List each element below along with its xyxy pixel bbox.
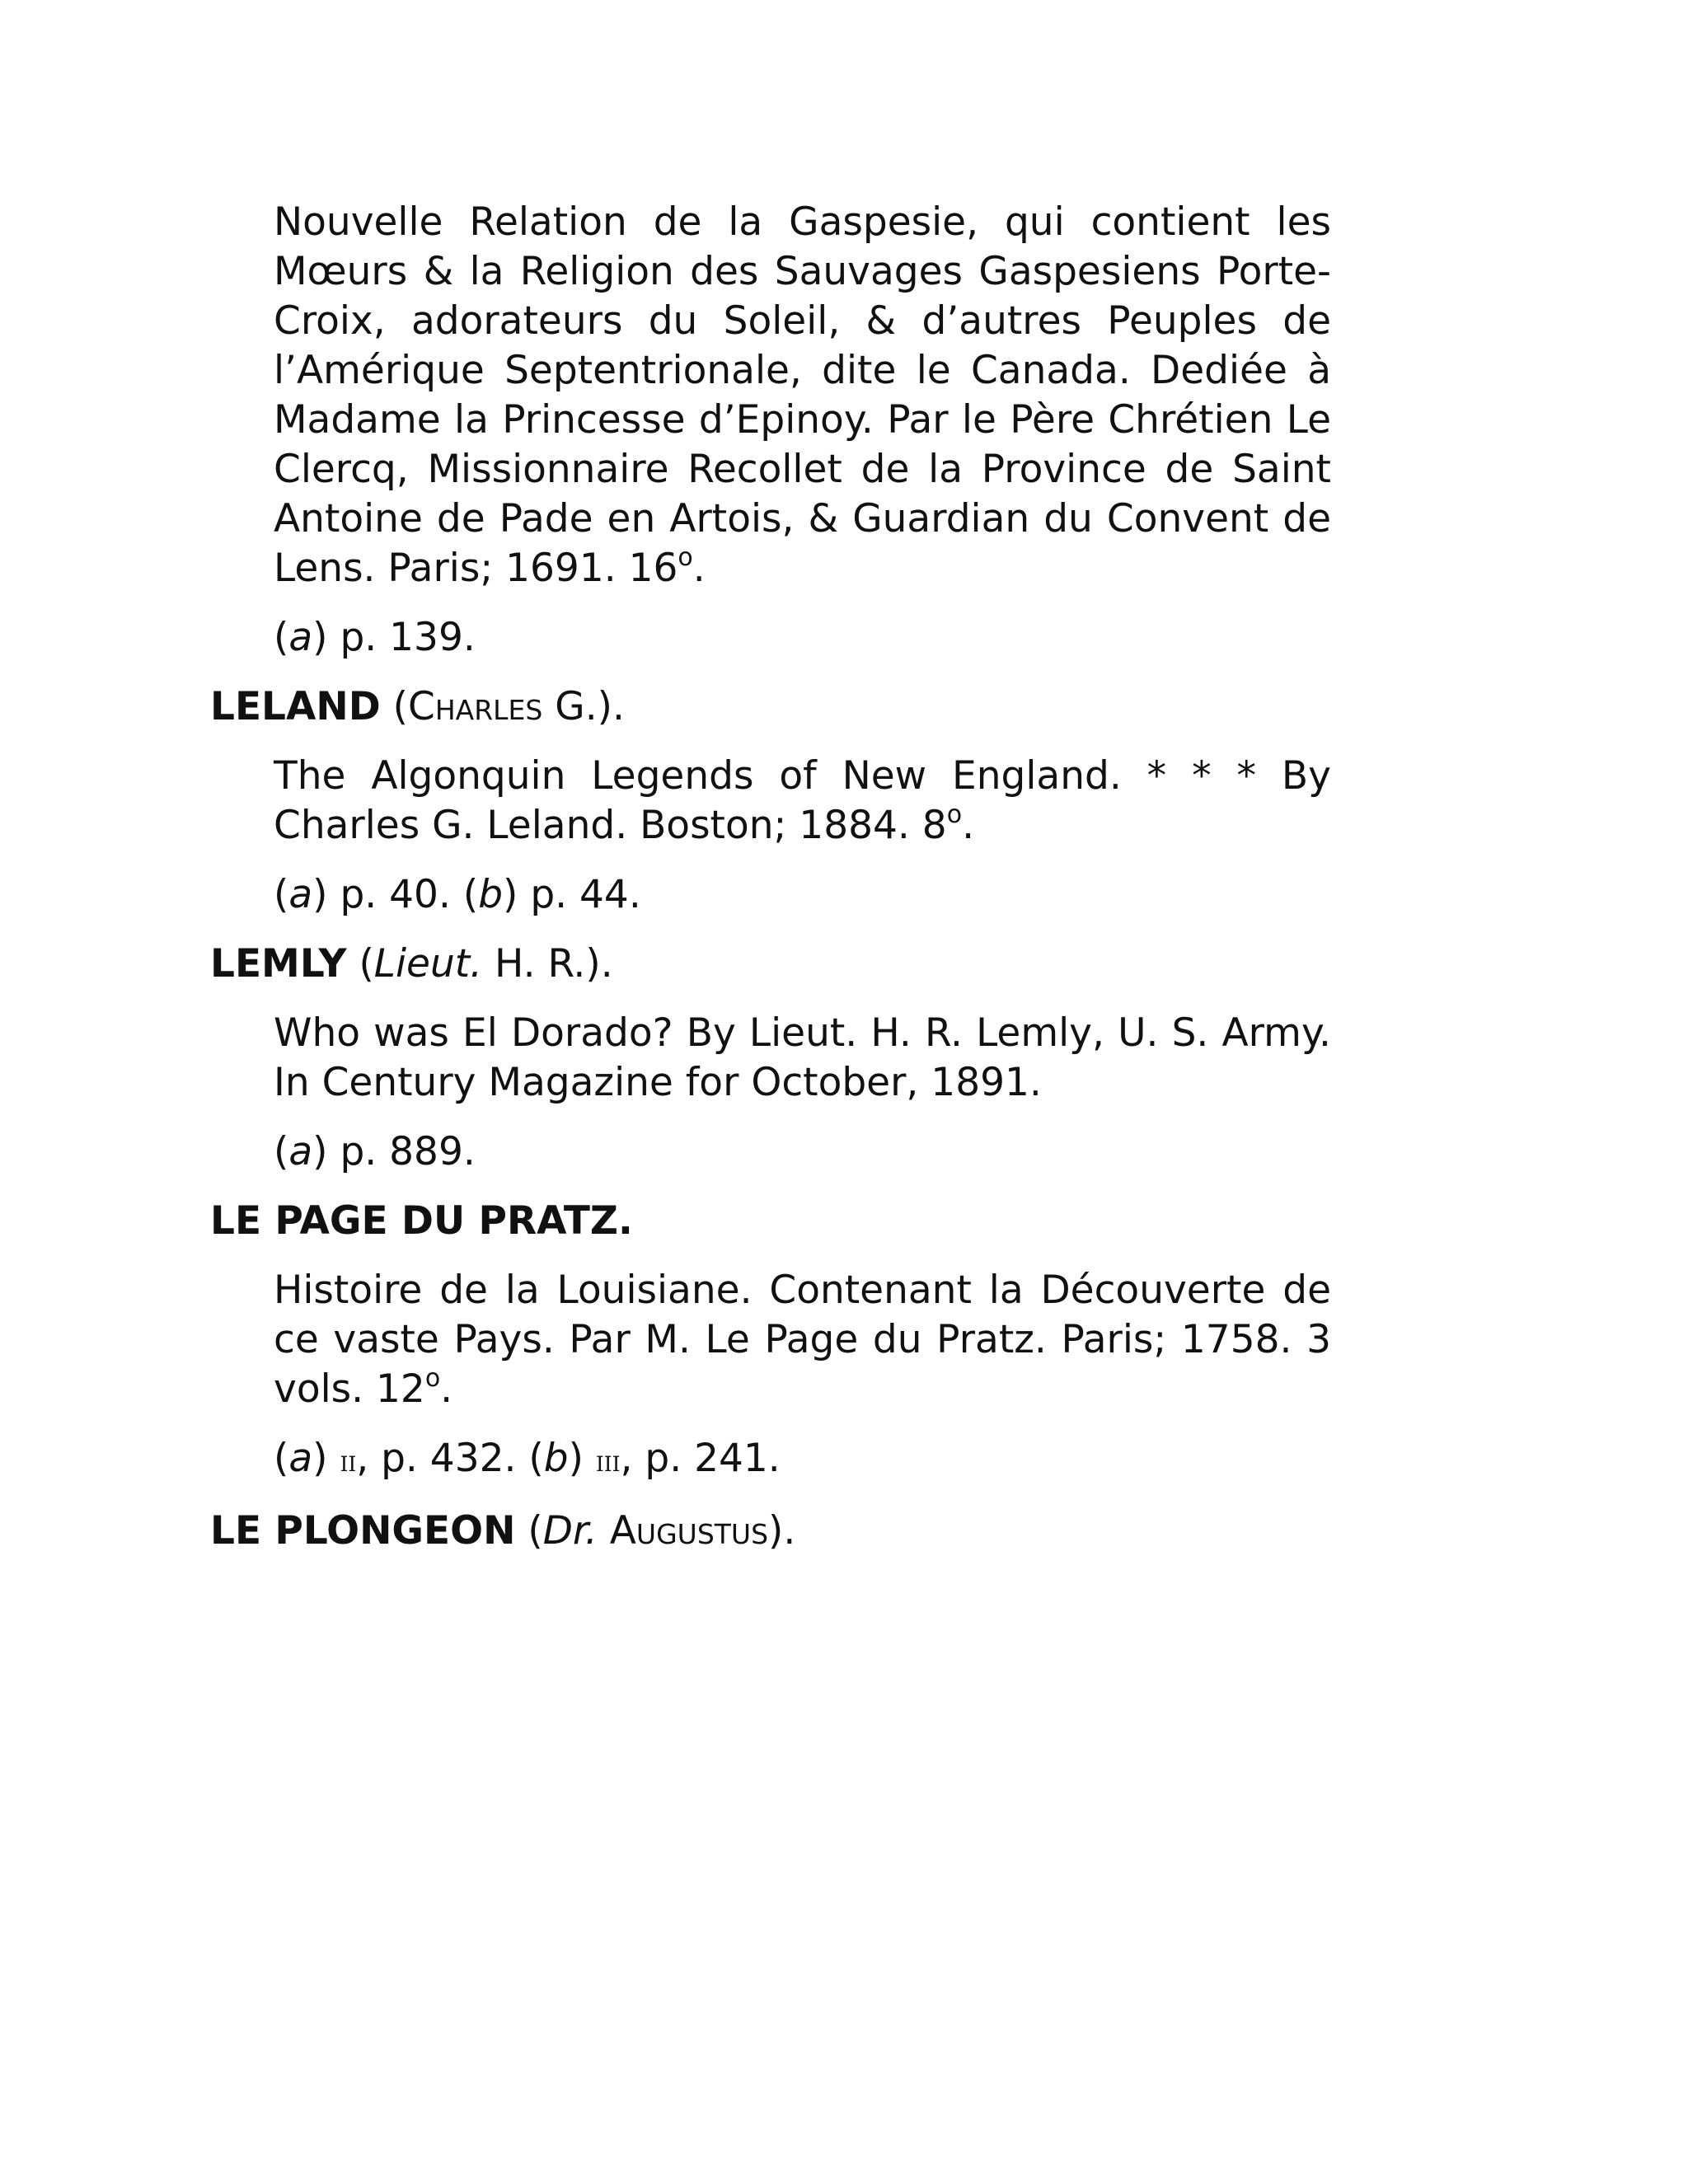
page-references: (a) p. 40. (b) p. 44. (274, 872, 641, 917)
ref-label: b (478, 872, 504, 917)
entry-lepage (274, 1266, 1331, 1487)
ref-label: a (288, 1129, 313, 1174)
author-initials: H. R.). (482, 941, 613, 987)
paren-open: ( (380, 684, 409, 729)
ref-text: p. 44. (518, 872, 641, 917)
author-first-name: Augustus (609, 1508, 769, 1554)
ref-label: b (543, 1436, 569, 1481)
entry-leland (274, 752, 1331, 920)
author-name: LE PAGE DU PRATZ. (210, 1198, 633, 1244)
author-title: Dr. (542, 1508, 598, 1554)
author-heading-lemly (210, 940, 1331, 989)
citation-text: Who was El Dorado? By Lieut. H. R. Lemly, U. S. Army. In Century Magazine for October, 1891. (274, 1010, 1331, 1105)
citation-end: . (440, 1366, 453, 1412)
ref-text: p. 139. (327, 615, 476, 660)
citation-body: Histoire de la Louisiane. Contenant la Découverte de ce vaste Pays. Par M. Le Page du Pratz. Paris; 1758. 3 vols. 12 (274, 1268, 1331, 1412)
author-initials: G.). (542, 684, 625, 729)
citation-text (274, 752, 1331, 851)
citation-end: . (962, 803, 975, 848)
citation-text (274, 1266, 1331, 1414)
author-name: LELAND (210, 684, 381, 729)
author-name: LE PLONGEON (210, 1508, 516, 1554)
author-first-name: Charles (408, 684, 543, 729)
page-references: (a) p. 139. (274, 615, 476, 660)
ref-text: p. 889. (327, 1129, 476, 1174)
page-references: (a) ii, p. 432. (b) iii, p. 241. (274, 1436, 781, 1481)
author-name: LEMLY (210, 941, 347, 987)
ref-label: a (288, 872, 313, 917)
format-superscript: o (678, 543, 693, 573)
paren-close: ). (768, 1508, 796, 1554)
ref-text: p. 40. (327, 872, 463, 917)
author-heading-leland (210, 682, 1331, 732)
citation-text (274, 198, 1331, 593)
author-heading-leplongeon (210, 1507, 1331, 1556)
volume-number: ii (340, 1445, 357, 1479)
entry-lemly (274, 1009, 1331, 1177)
citation-body: Nouvelle Relation de la Gaspesie, qui contient les Mœurs & la Religion des Sauvages Gaspesiens Porte-Croix, adorateurs du Soleil, & d’autres Peuples de l’Amérique Septentrionale, dite le Canada. Dediée à Madame la Princesse d’Epinoy. Par le Père Chrétien Le Clercq, Missionnaire Recollet de la Province de Saint Antoine de Pade en Artois, & Guardian du Convent de Lens. Paris; 1691. 16 (274, 199, 1331, 591)
bibliography-page (210, 198, 1331, 1576)
ref-text: , p. 241. (620, 1436, 781, 1481)
format-superscript: o (424, 1364, 441, 1394)
citation-end: . (692, 546, 706, 591)
author-heading-lepage (210, 1197, 1331, 1246)
entry-leclercq (274, 198, 1331, 663)
citation-body: The Algonquin Legends of New England. * * * By Charles G. Leland. Boston; 1884. 8 (274, 753, 1331, 848)
page-references: (a) p. 889. (274, 1129, 476, 1174)
paren-open: ( (346, 941, 374, 987)
author-title: Lieut. (373, 941, 483, 987)
ref-label: a (288, 615, 313, 660)
ref-text: , p. 432. (356, 1436, 529, 1481)
format-superscript: o (946, 800, 963, 830)
ref-label: a (288, 1436, 313, 1481)
paren-open: ( (515, 1508, 543, 1554)
volume-number: iii (595, 1445, 621, 1479)
